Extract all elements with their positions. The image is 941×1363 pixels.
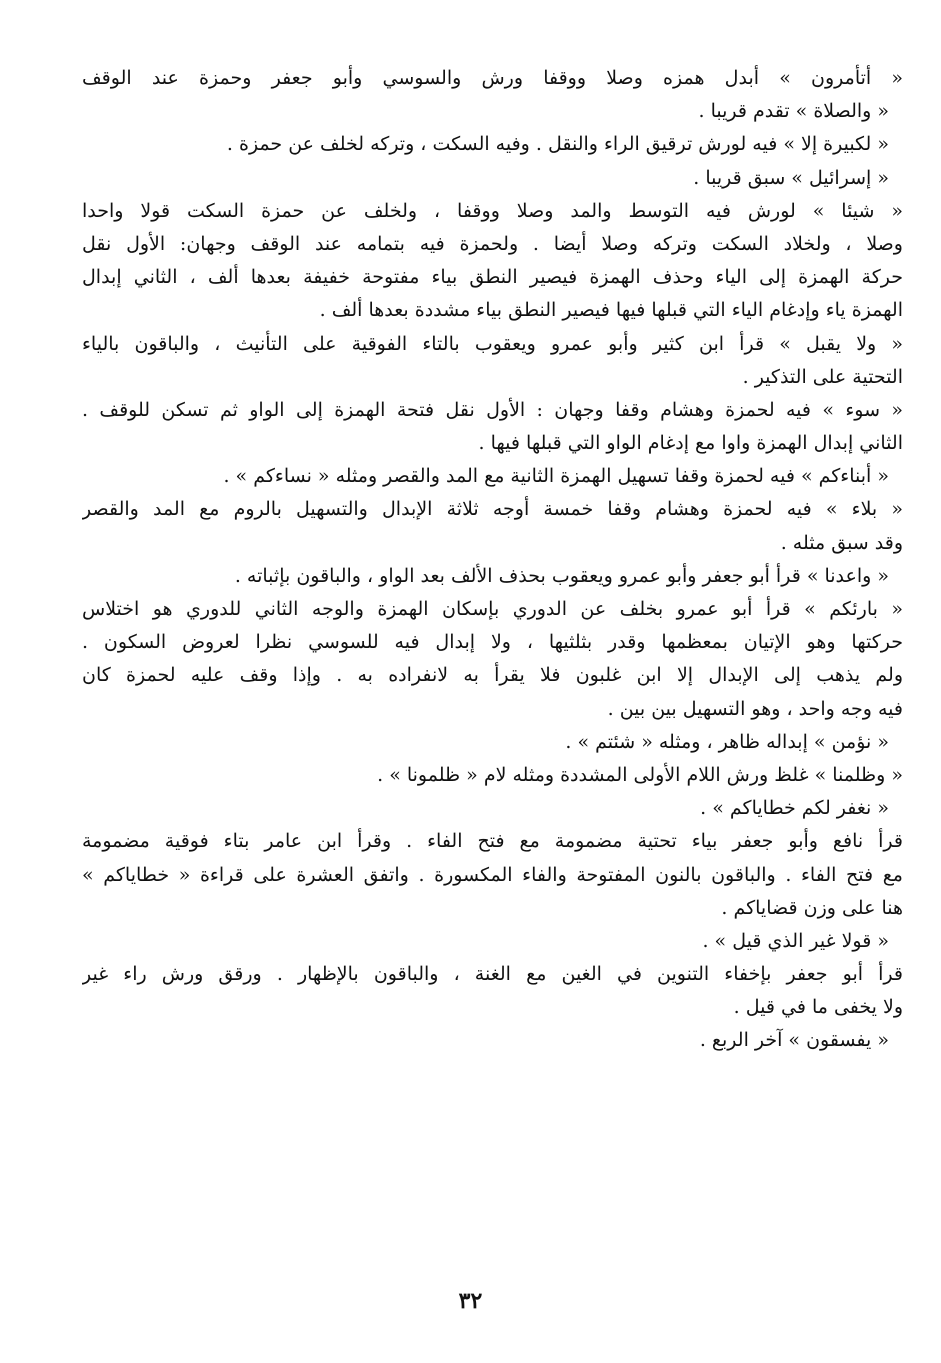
page-number: ٣٢: [458, 1288, 483, 1314]
text-line: « نغفر لكم خطاياكم » .: [700, 797, 889, 820]
text-line: « وظلمنا » غلظ ورش اللام الأولى المشددة ومثله لام « ظلمونا » .: [377, 763, 903, 786]
text-line: « لكبيرة إلا » فيه لورش ترقيق الراء والنقل . وفيه السكت ، وتركه لخلف عن حمزة .: [226, 133, 889, 156]
text-line: « قولا غير الذي قيل » .: [702, 929, 889, 952]
text-line: « بارئكم » قرأ أبو عمرو بخلف عن الدوري بإسكان الهمزة والوجه الثاني للدوري هو اختلاس: [82, 598, 903, 620]
body-text: [82, 62, 903, 1058]
text-line: « والصلاة » تقدم قريبا .: [698, 100, 889, 123]
text-line: مع فتح الفاء . والباقون بالنون المفتوحة والفاء المكسورة . واتفق العشرة على قراءة « خطاياكم »: [82, 863, 903, 886]
text-line: فيه وجه واحد ، وهو التسهيل بين بين .: [607, 697, 903, 720]
text-line: « بلاء » فيه لحمزة وهشام وقفا خمسة أوجه ثلاثة الإبدال والتسهيل بالروم مع المد والقصر: [82, 498, 903, 521]
text-line: حركة الهمزة إلى الياء وحذف الهمزة فيصير النطق بياء مفتوحة خفيفة بعدها ألف ، الثاني إبدال: [82, 266, 903, 289]
text-line: وقد سبق مثله .: [780, 531, 903, 554]
text-line: حركتها وهو الإتيان بمعظمها وقدر بثلثيها ، ولا إبدال فيه للسوسي نظرا لعروض السكون .: [82, 631, 903, 654]
text-line: « واعدنا » قرأ أبو جعفر وأبو عمرو ويعقوب بحذف الألف بعد الواو ، والباقون بإثباته .: [234, 564, 889, 587]
text-line: ولا يخفى ما في قيل .: [733, 996, 903, 1019]
text-line: قرأ أبو جعفر بإخفاء التنوين في الغين مع الغنة ، والباقون بالإظهار . ورقق ورش راء غير: [82, 963, 903, 986]
text-line: الثاني إبدال الهمزة واوا مع إدغام الواو التي قبلها فيها .: [478, 432, 903, 455]
text-line: « سوء » فيه لحمزة وهشام وقفا وجهان : الأول نقل فتحة الهمزة إلى الواو ثم تسكن للوقف .: [82, 398, 903, 421]
text-line: « أبناءكم » فيه لحمزة وقفا تسهيل الهمزة الثانية مع المد والقصر ومثله « نساءكم » .: [223, 465, 889, 488]
text-line: « يفسقون » آخر الربع .: [699, 1029, 889, 1052]
text-line: « نؤمن » إبداله ظاهر ، ومثله « شئتم » .: [565, 730, 889, 753]
text-line: « شيئا » لورش فيه التوسط والمد وصلا ووقفا ، ولخلف عن حمزة السكت قولا واحدا: [82, 199, 903, 222]
text-line: « أتأمرون » أبدل همزه وصلا ووقفا ورش والسوسي وأبو جعفر وحمزة عند الوقف: [82, 67, 903, 89]
text-line: « إسرائيل » سبق قريبا .: [693, 166, 889, 189]
text-line: « ولا يقبل » قرأ ابن كثير وأبو عمرو ويعقوب بالتاء الفوقية على التأنيث ، والباقون بالياء: [82, 332, 903, 355]
text-line: وصلا ، ولخلاد السكت وتركه وصلا أيضا . ولحمزة فيه بتمامه عند الوقف وجهان: الأول نقل: [82, 232, 903, 255]
text-line: الهمزة ياء وإدغام الياء التي قبلها فيها فيصير النطق بياء مشددة بعدها ألف .: [319, 299, 903, 322]
text-line: قرأ نافع وأبو جعفر بياء تحتية مضمومة مع فتح الفاء . وقرأ ابن عامر بتاء فوقية مضمومة: [82, 830, 903, 853]
text-line: ولم يذهب إلى الإبدال إلا ابن غلبون فلا يقرأ به لانفراده به . وإذا وقف عليه لحمزة كان: [82, 664, 903, 687]
text-line: هنا على وزن قضاياكم .: [721, 896, 903, 919]
text-line: التحتية على التذكير .: [742, 365, 903, 388]
